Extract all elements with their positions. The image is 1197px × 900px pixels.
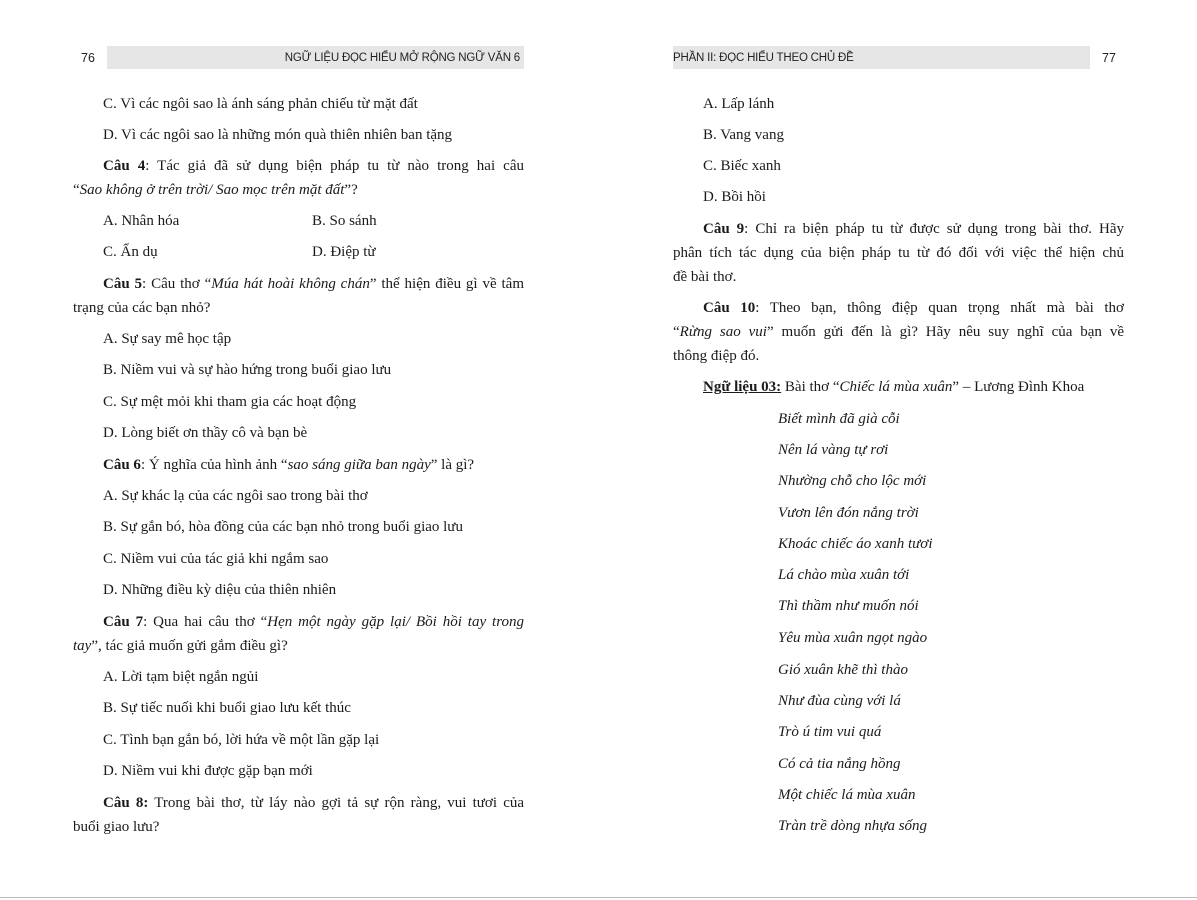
left-running-head-text: NGỮ LIỆU ĐỌC HIỂU MỞ RỘNG NGỮ VĂN 6 (284, 51, 520, 64)
q6-option-b: B. Sự gắn bó, hòa đồng của các bạn nhỏ trong buổi giao lưu (103, 519, 463, 535)
q5-text2: ” thể hiện điều gì về tâm (369, 276, 524, 292)
question-8 (73, 793, 524, 813)
question-10 (673, 298, 1124, 318)
q4-quote-close: ”? (344, 182, 358, 198)
q8-option-d: D. Bồi hồi (703, 189, 766, 205)
poem-line: Gió xuân khẽ thì thào (778, 662, 908, 678)
question-4 (73, 156, 524, 176)
q7-label: Câu 7 (103, 614, 144, 630)
q3-option-c: C. Vì các ngôi sao là ánh sáng phản chiếu từ mặt đất (103, 96, 418, 112)
poem-line: Lá chào mùa xuân tới (778, 567, 910, 583)
q8-text: Trong bài thơ, từ láy nào gợi tả sự rộn ràng, vui tươi của (148, 795, 525, 811)
q8-option-c: C. Biếc xanh (703, 158, 781, 174)
q4-options-row-1 (73, 211, 524, 231)
q4-options-row-2 (73, 242, 524, 262)
q8-option-a: A. Lấp lánh (703, 96, 775, 112)
q7-text1: : Qua hai câu thơ “ (143, 614, 268, 630)
q9-text: : Chỉ ra biện pháp tu từ được sử dụng trong bài thơ. Hãy (744, 221, 1124, 237)
poem-line: Nên lá vàng tự rơi (778, 442, 889, 458)
q7-option-b: B. Sự tiếc nuối khi buổi giao lưu kết thúc (103, 700, 351, 716)
question-7 (73, 612, 524, 632)
q4-quote-open: “ (73, 182, 80, 198)
q7-option-a: A. Lời tạm biệt ngắn ngủi (103, 669, 259, 685)
q8-option-b: B. Vang vang (703, 127, 784, 143)
question-10-cont-2: thông điệp đó. (673, 348, 760, 364)
source-label: Ngữ liệu 03: (703, 379, 782, 395)
q6-text2: ” là gì? (430, 457, 475, 473)
q4-option-b: B. So sánh (312, 213, 377, 229)
question-9-cont-2: đề bài thơ. (673, 269, 737, 285)
q4-quote: Sao không ở trên trời/ Sao mọc trên mặt đất (79, 182, 345, 198)
question-5-cont: trạng của các bạn nhỏ? (73, 300, 211, 316)
poem-line: Có cả tia nắng hồng (778, 756, 901, 772)
q7-text2: ”, tác giả muốn gửi gắm điều gì? (91, 638, 288, 654)
source-title: Chiếc lá mùa xuân (839, 379, 953, 395)
q4-option-d: D. Điệp từ (312, 244, 376, 260)
poem-line: Trò ú tim vui quá (778, 724, 882, 740)
q8-label: Câu 8: (103, 795, 149, 811)
left-page-header (73, 46, 524, 69)
poem-line: Nhường chỗ cho lộc mới (778, 473, 927, 489)
source-text1: Bài thơ “ (781, 379, 840, 395)
source-text2: ” – Lương Đình Khoa (952, 379, 1085, 395)
q5-option-d: D. Lòng biết ơn thầy cô và bạn bè (103, 425, 308, 441)
q10-label: Câu 10 (703, 300, 756, 316)
right-running-head-text: PHẦN II: ĐỌC HIỂU THEO CHỦ ĐỀ (673, 51, 854, 64)
q4-option-a: A. Nhân hóa (103, 213, 180, 229)
q4-option-c: C. Ẩn dụ (103, 244, 158, 260)
left-running-head (107, 46, 524, 69)
question-6 (73, 455, 524, 475)
question-7-cont (73, 636, 524, 656)
question-8-cont: buổi giao lưu? (73, 819, 160, 835)
question-4-quote (73, 180, 524, 200)
q9-label: Câu 9 (703, 221, 745, 237)
q5-label: Câu 5 (103, 276, 143, 292)
poem-line: Như đùa cùng với lá (778, 693, 901, 709)
poem-line: Một chiếc lá mùa xuân (778, 787, 916, 803)
q5-text1: : Câu thơ “ (142, 276, 212, 292)
q4-label: Câu 4 (103, 158, 146, 174)
q6-option-a: A. Sự khác lạ của các ngôi sao trong bài thơ (103, 488, 368, 504)
question-9 (673, 219, 1124, 239)
poem-line: Vươn lên đón nắng trời (778, 505, 919, 521)
q10-text: : Theo bạn, thông điệp quan trọng nhất mà bài thơ (755, 300, 1124, 316)
q7-option-d: D. Niềm vui khi được gặp bạn mới (103, 763, 313, 779)
question-5 (73, 274, 524, 294)
q5-option-c: C. Sự mệt mỏi khi tham gia các hoạt động (103, 394, 357, 410)
q10-quote-open: “ (673, 324, 680, 340)
q7-quote-1: Hẹn một ngày gặp lại/ Bồi hồi tay trong (267, 614, 524, 630)
q5-quote: Múa hát hoài không chán (211, 276, 370, 292)
right-page-number: 77 (1102, 50, 1116, 65)
left-page-number: 76 (81, 50, 95, 65)
bottom-edge-line (0, 897, 1197, 898)
q7-quote-2: tay (73, 638, 92, 654)
question-10-cont-1 (673, 322, 1124, 342)
q6-text1: : Ý nghĩa của hình ảnh “ (140, 457, 288, 473)
right-running-head (673, 46, 1090, 69)
left-page (73, 0, 524, 900)
q7-option-c: C. Tình bạn gắn bó, lời hứa về một lần gặp lại (103, 732, 380, 748)
q6-option-c: C. Niềm vui của tác giả khi ngắm sao (103, 551, 329, 567)
q6-option-d: D. Những điều kỳ diệu của thiên nhiên (103, 582, 337, 598)
q5-option-a: A. Sự say mê học tập (103, 331, 232, 347)
source-line (673, 377, 1124, 397)
q6-quote: sao sáng giữa ban ngày (287, 457, 431, 473)
q10-text2: ” muốn gửi đến là gì? Hãy nêu suy nghĩ của bạn về (766, 324, 1124, 340)
right-page (673, 0, 1124, 900)
poem-line: Yêu mùa xuân ngọt ngào (778, 630, 928, 646)
q5-option-b: B. Niềm vui và sự hào hứng trong buổi giao lưu (103, 362, 392, 378)
question-9-cont-1: phân tích tác dụng của biện pháp tu từ đó đối với việc thể hiện chủ (673, 245, 1124, 261)
poem-line: Khoác chiếc áo xanh tươi (778, 536, 933, 552)
q3-option-d: D. Vì các ngôi sao là những món quà thiên nhiên ban tặng (103, 127, 453, 143)
q6-label: Câu 6 (103, 457, 141, 473)
q10-quote: Rừng sao vui (679, 324, 767, 340)
right-page-header (673, 46, 1124, 69)
poem-line: Biết mình đã già cỗi (778, 411, 900, 427)
poem-line: Tràn trề dòng nhựa sống (778, 818, 928, 834)
poem-line: Thì thầm như muốn nói (778, 598, 919, 614)
q4-text: : Tác giả đã sử dụng biện pháp tu từ nào trong hai câu (145, 158, 524, 174)
